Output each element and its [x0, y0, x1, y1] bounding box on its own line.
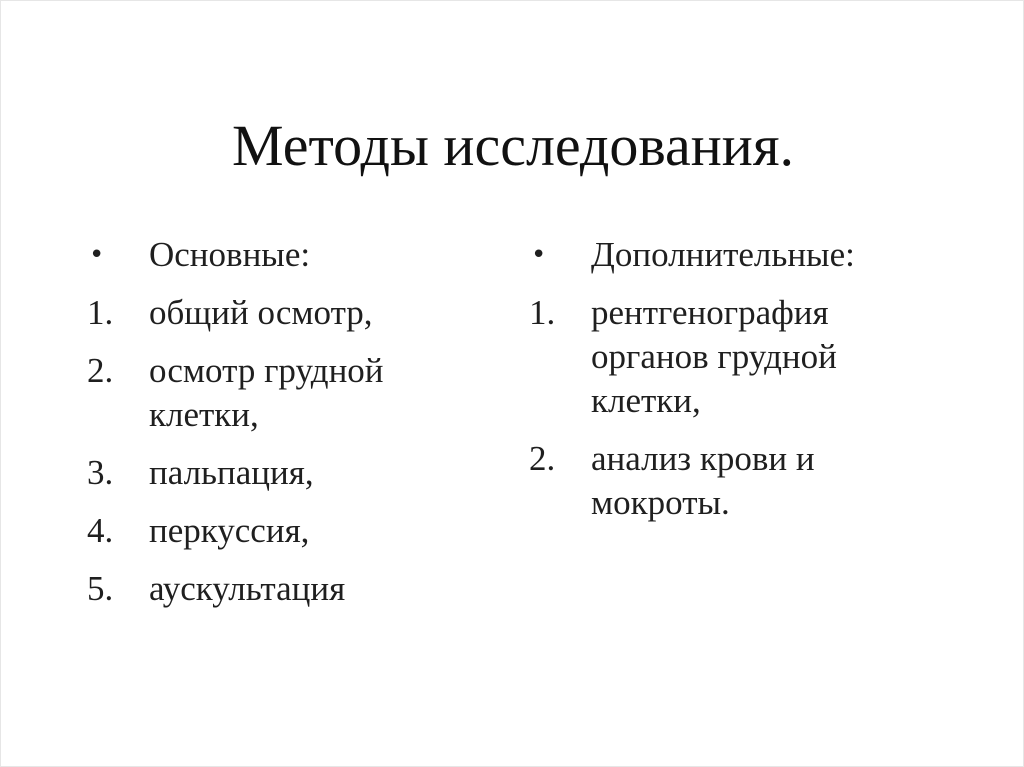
list-item-text: пальпация, [149, 453, 314, 492]
list-number: 1. [87, 293, 114, 332]
list-item-text: осмотр грудной клетки, [149, 351, 384, 434]
list-item [529, 437, 861, 525]
list-number: 2. [529, 439, 556, 478]
right-heading-row [529, 233, 959, 277]
right-heading: Дополнительные: [591, 235, 855, 274]
list-item [529, 291, 881, 423]
list-number: 5. [87, 569, 114, 608]
list-item-text: перкуссия, [149, 511, 310, 550]
list-number: 3. [87, 453, 114, 492]
list-number: 2. [87, 351, 114, 390]
list-item-text: рентгенография органов грудной клетки, [591, 293, 837, 420]
list-item [87, 451, 487, 495]
bullet-marker: • [531, 240, 547, 270]
list-number: 1. [529, 293, 556, 332]
list-item-text: аускультация [149, 569, 346, 608]
left-column [87, 233, 487, 625]
list-item-text: анализ крови и мокроты. [591, 439, 815, 522]
list-number: 4. [87, 511, 114, 550]
list-item [87, 291, 487, 335]
left-heading: Основные: [149, 235, 311, 274]
list-item-text: общий осмотр, [149, 293, 373, 332]
bullet-marker: • [89, 240, 105, 270]
right-column [529, 233, 959, 539]
slide-title: Методы исследования. [231, 113, 795, 178]
list-item [87, 509, 487, 553]
list-item [87, 349, 429, 437]
list-item [87, 567, 487, 611]
left-heading-row [87, 233, 487, 277]
